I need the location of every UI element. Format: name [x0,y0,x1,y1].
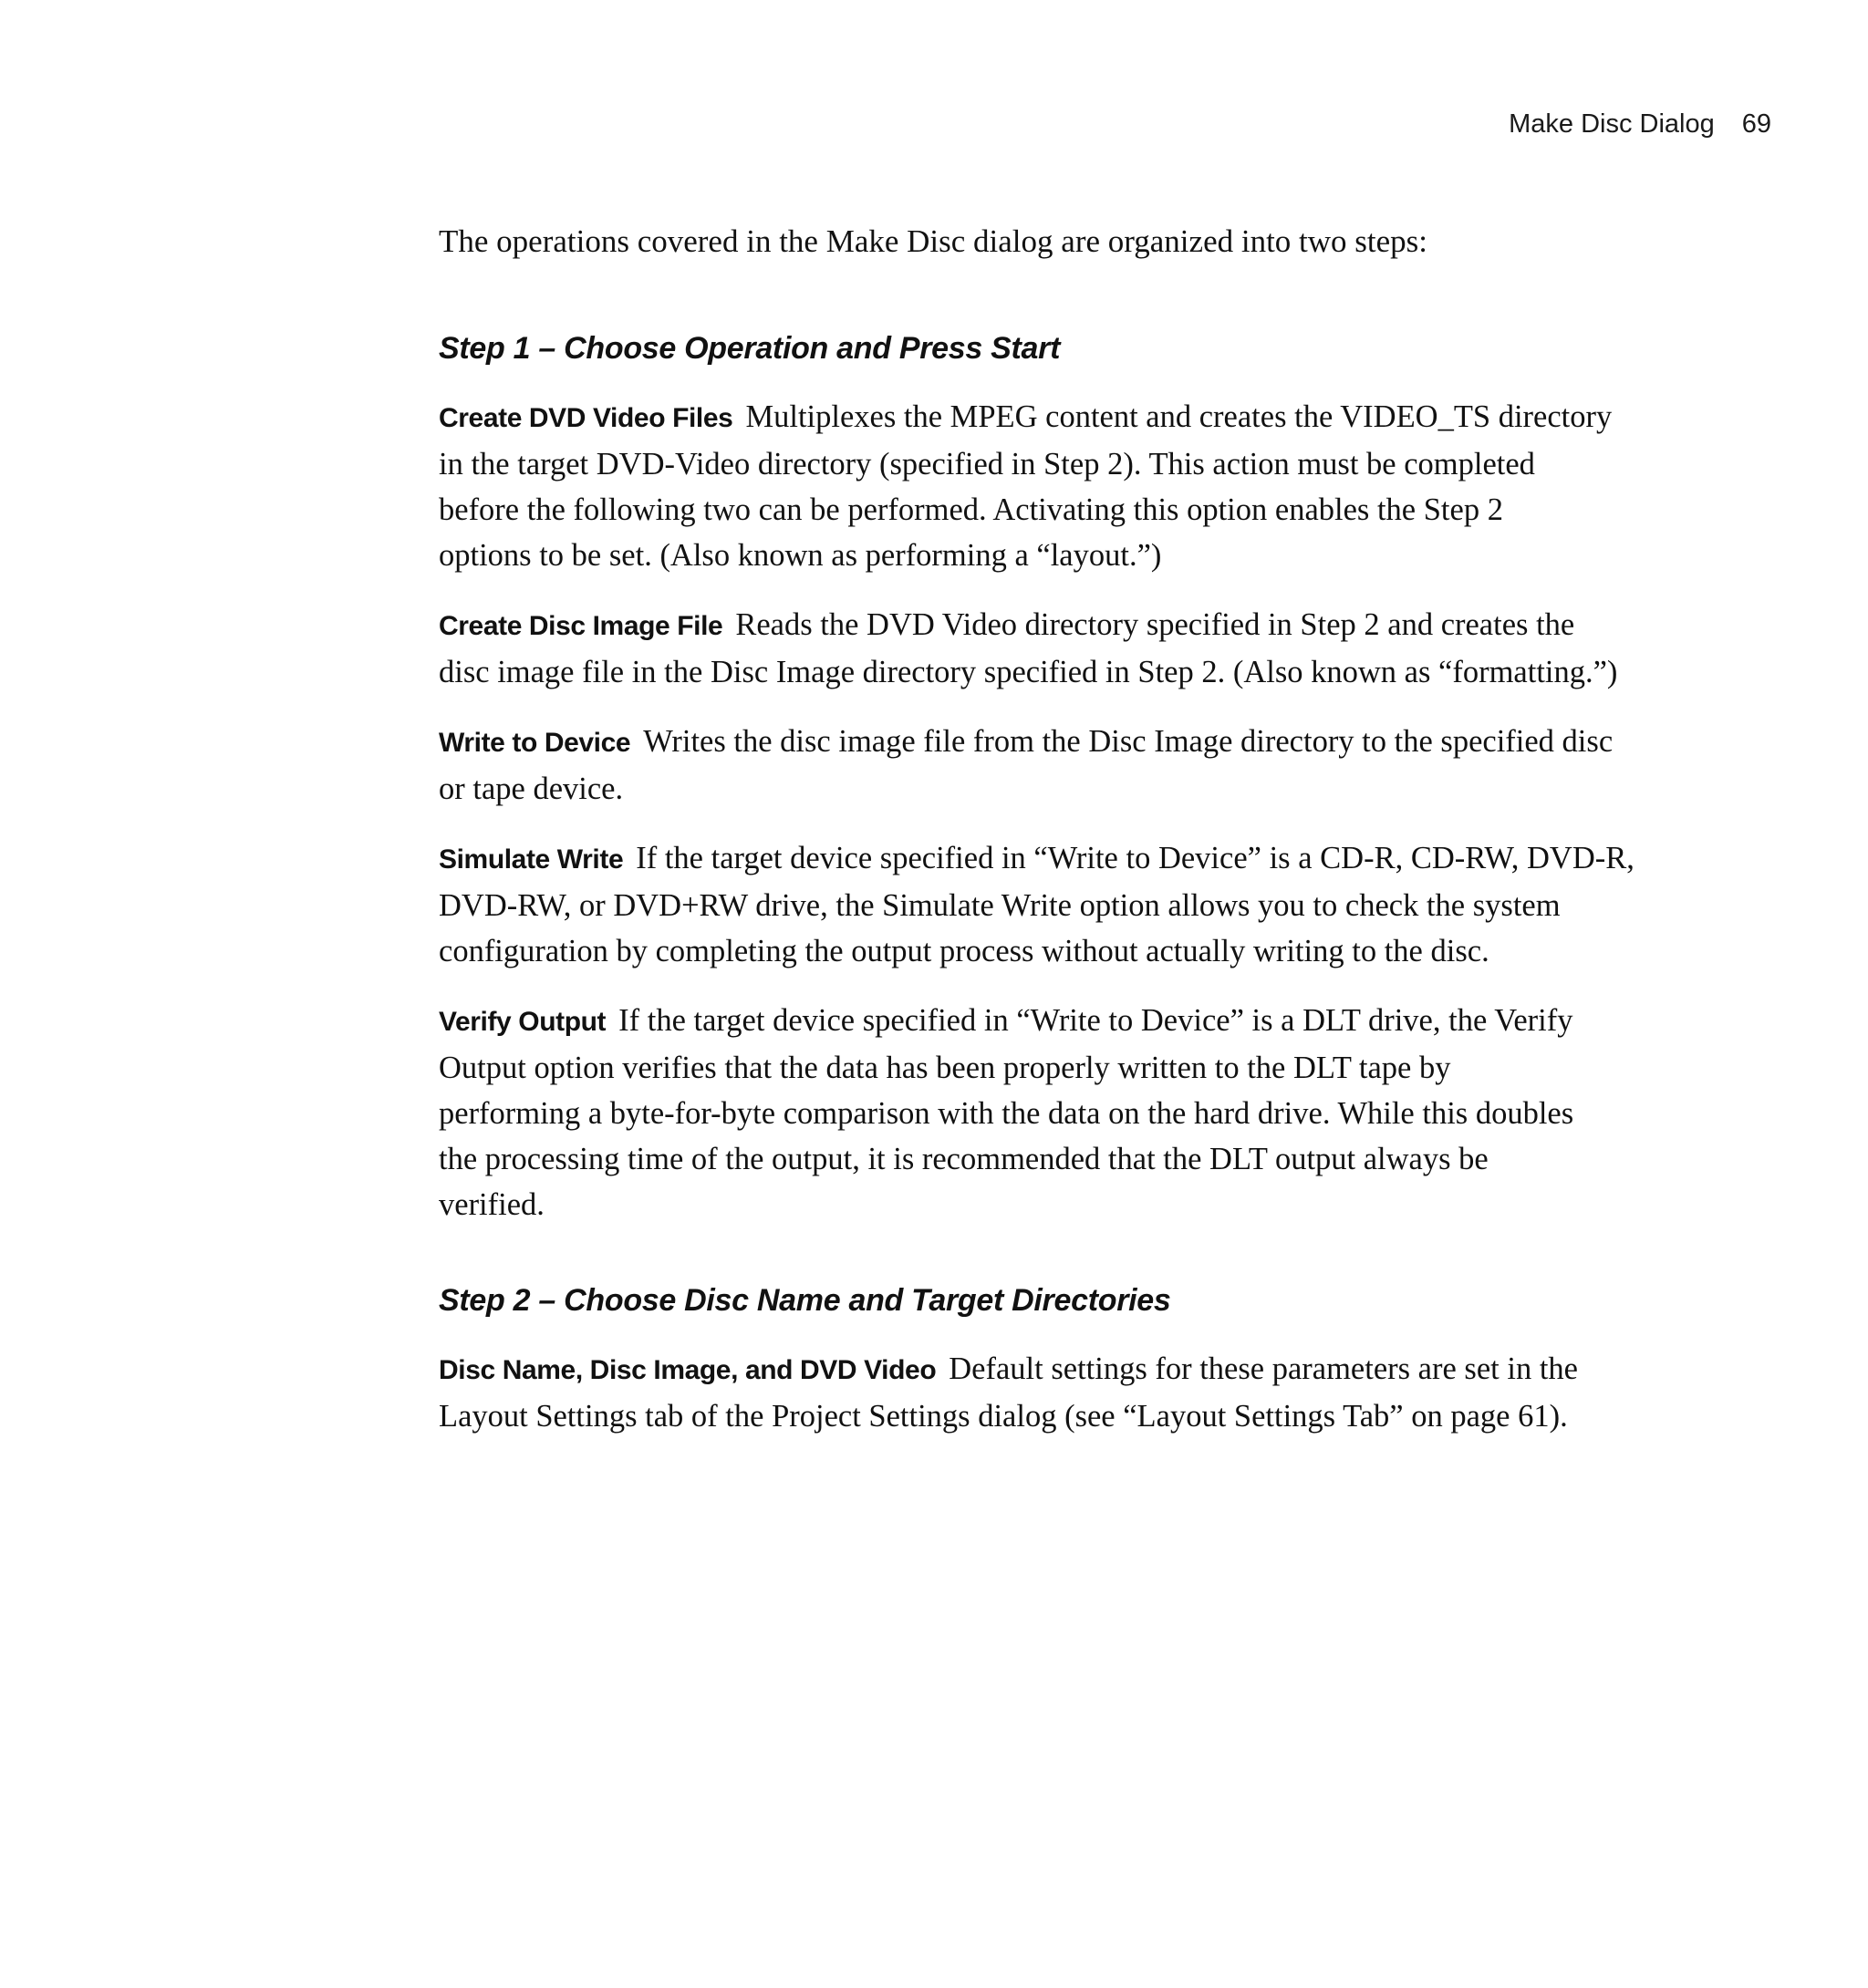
entry-line [439,835,1752,883]
entry-text: Writes the disc image file from the Disc Image directory to the specified disc [643,724,1614,759]
entry-write-to-device [439,719,1752,812]
entry-term: Disc Name, Disc Image, and DVD Video [439,1355,937,1385]
entry-term: Simulate Write [439,844,624,875]
entry-line: the processing time of the output, it is recommended that the DLT output always be [439,1142,1489,1176]
entry-line: in the target DVD-Video directory (specified in Step 2). This action must be completed [439,447,1535,481]
entry-line: DVD-RW, or DVD+RW drive, the Simulate Write option allows you to check the system [439,888,1561,923]
entry-line: or tape device. [439,771,624,806]
entry-text: Multiplexes the MPEG content and creates the VIDEO_TS directory [745,399,1613,434]
entry-line [439,998,1752,1045]
entry-term: Verify Output [439,1007,607,1037]
entry-line [439,1346,1752,1393]
step-2-heading: Step 2 – Choose Disc Name and Target Directories [439,1283,1171,1318]
entry-disc-name-image-video [439,1346,1752,1439]
step-1-heading: Step 1 – Choose Operation and Press Start [439,331,1061,366]
entry-text: Reads the DVD Video directory specified in Step 2 and creates the [735,607,1575,642]
entry-line: Output option verifies that the data has been properly written to the DLT tape by [439,1051,1451,1085]
page-body [439,219,1752,1463]
entry-term: Create Disc Image File [439,611,723,641]
entry-line: disc image file in the Disc Image directory specified in Step 2. (Also known as “formatting.”) [439,655,1618,689]
entry-term: Write to Device [439,728,631,758]
entry-line: verified. [439,1187,545,1222]
page-number: 69 [1741,109,1771,139]
entry-term: Create DVD Video Files [439,403,733,433]
entry-text: If the target device specified in “Write to Device” is a DLT drive, the Verify [618,1003,1573,1038]
entry-line: configuration by completing the output process without actually writing to the disc. [439,934,1489,968]
entry-simulate-write [439,835,1752,974]
entry-line [439,719,1752,766]
entry-text: Default settings for these parameters are set in the [949,1351,1578,1386]
section-title: Make Disc Dialog [1509,109,1715,139]
entry-line: options to be set. (Also known as performing a “layout.”) [439,538,1162,573]
entry-line: before the following two can be performed. Activating this option enables the Step 2 [439,492,1503,527]
entry-create-disc-image-file [439,602,1752,695]
entry-line: performing a byte-for-byte comparison with the data on the hard drive. While this doubles [439,1096,1574,1131]
intro-paragraph: The operations covered in the Make Disc dialog are organized into two steps: [439,223,1428,259]
entry-line [439,394,1752,441]
entry-verify-output [439,998,1752,1227]
running-header [1509,109,1771,140]
entry-create-dvd-video-files [439,394,1752,578]
entry-line: Layout Settings tab of the Project Settings dialog (see “Layout Settings Tab” on page 61). [439,1399,1568,1434]
entry-text: If the target device specified in “Write to Device” is a CD-R, CD-RW, DVD-R, [636,841,1634,875]
entry-line [439,602,1752,649]
